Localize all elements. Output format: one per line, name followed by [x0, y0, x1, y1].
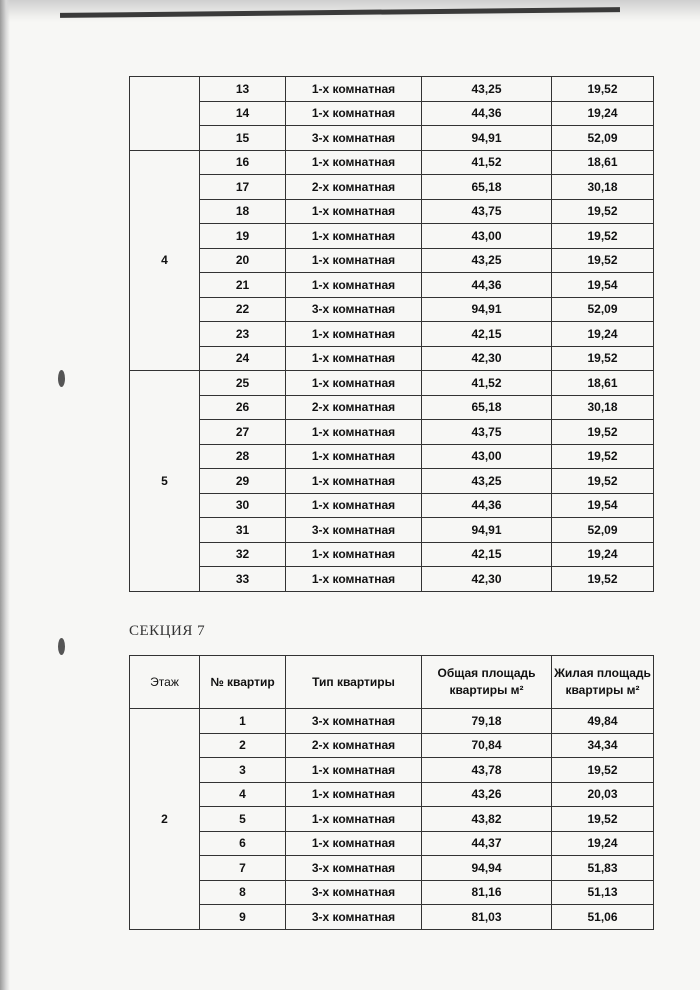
apartment-number-cell: 32	[200, 542, 286, 567]
table-row	[130, 248, 654, 273]
table-row	[130, 733, 654, 758]
total-area-cell: 42,30	[422, 346, 552, 371]
total-area-cell: 41,52	[422, 371, 552, 396]
apartment-type-cell: 3-х комнатная	[286, 709, 422, 734]
apartment-type-cell: 1-х комнатная	[286, 371, 422, 396]
header-floor: Этаж	[130, 656, 200, 709]
apartment-number-cell: 13	[200, 77, 286, 102]
table-row	[130, 831, 654, 856]
table-row	[130, 880, 654, 905]
apartment-type-cell: 3-х комнатная	[286, 905, 422, 930]
total-area-cell: 43,26	[422, 782, 552, 807]
apartment-number-cell: 25	[200, 371, 286, 396]
table-row	[130, 493, 654, 518]
header-living-area: Жилая площадь квартиры м²	[552, 656, 654, 709]
living-area-cell: 19,52	[552, 248, 654, 273]
table-row	[130, 322, 654, 347]
living-area-cell: 18,61	[552, 150, 654, 175]
total-area-cell: 42,15	[422, 542, 552, 567]
apartment-number-cell: 8	[200, 880, 286, 905]
header-apartment-number: № квартир	[200, 656, 286, 709]
punch-hole-mark	[58, 370, 65, 387]
total-area-cell: 43,75	[422, 199, 552, 224]
table-row	[130, 542, 654, 567]
living-area-cell: 19,52	[552, 469, 654, 494]
total-area-cell: 70,84	[422, 733, 552, 758]
apartment-type-cell: 1-х комнатная	[286, 567, 422, 592]
living-area-cell: 19,52	[552, 199, 654, 224]
apartment-type-cell: 1-х комнатная	[286, 322, 422, 347]
total-area-cell: 42,30	[422, 567, 552, 592]
table-row	[130, 444, 654, 469]
table-row	[130, 758, 654, 783]
apartment-number-cell: 16	[200, 150, 286, 175]
table-row	[130, 199, 654, 224]
apartment-number-cell: 21	[200, 273, 286, 298]
apartment-number-cell: 30	[200, 493, 286, 518]
living-area-cell: 49,84	[552, 709, 654, 734]
living-area-cell: 30,18	[552, 175, 654, 200]
apartment-type-cell: 1-х комнатная	[286, 542, 422, 567]
apartments-table-continued	[129, 76, 654, 592]
apartment-type-cell: 1-х комнатная	[286, 758, 422, 783]
living-area-cell: 51,13	[552, 880, 654, 905]
living-area-cell: 19,52	[552, 567, 654, 592]
living-area-cell: 20,03	[552, 782, 654, 807]
living-area-cell: 19,24	[552, 101, 654, 126]
apartment-number-cell: 18	[200, 199, 286, 224]
apartment-number-cell: 4	[200, 782, 286, 807]
apartment-type-cell: 1-х комнатная	[286, 150, 422, 175]
total-area-cell: 43,25	[422, 77, 552, 102]
table-row	[130, 371, 654, 396]
table-row	[130, 709, 654, 734]
apartment-number-cell: 23	[200, 322, 286, 347]
apartment-number-cell: 7	[200, 856, 286, 881]
table-row	[130, 273, 654, 298]
apartment-type-cell: 1-х комнатная	[286, 469, 422, 494]
apartment-number-cell: 2	[200, 733, 286, 758]
table-row	[130, 420, 654, 445]
section-title: СЕКЦИЯ 7	[129, 623, 206, 639]
floor-cell: 2	[130, 709, 200, 930]
apartment-type-cell: 1-х комнатная	[286, 248, 422, 273]
punch-hole-mark	[58, 638, 65, 655]
total-area-cell: 43,78	[422, 758, 552, 783]
apartment-number-cell: 1	[200, 709, 286, 734]
living-area-cell: 19,52	[552, 224, 654, 249]
total-area-cell: 65,18	[422, 175, 552, 200]
table-row	[130, 224, 654, 249]
total-area-cell: 81,03	[422, 905, 552, 930]
total-area-cell: 43,00	[422, 224, 552, 249]
apartment-number-cell: 22	[200, 297, 286, 322]
apartment-type-cell: 1-х комнатная	[286, 199, 422, 224]
apartment-type-cell: 1-х комнатная	[286, 444, 422, 469]
total-area-cell: 94,91	[422, 126, 552, 151]
apartment-type-cell: 1-х комнатная	[286, 273, 422, 298]
apartment-number-cell: 9	[200, 905, 286, 930]
apartment-type-cell: 1-х комнатная	[286, 807, 422, 832]
table-row	[130, 395, 654, 420]
living-area-cell: 19,24	[552, 542, 654, 567]
apartment-number-cell: 24	[200, 346, 286, 371]
living-area-cell: 52,09	[552, 518, 654, 543]
table-row	[130, 856, 654, 881]
apartment-type-cell: 2-х комнатная	[286, 175, 422, 200]
total-area-cell: 94,91	[422, 518, 552, 543]
total-area-cell: 79,18	[422, 709, 552, 734]
living-area-cell: 19,24	[552, 322, 654, 347]
total-area-cell: 44,37	[422, 831, 552, 856]
table-row	[130, 807, 654, 832]
living-area-cell: 19,54	[552, 493, 654, 518]
apartment-type-cell: 1-х комнатная	[286, 224, 422, 249]
apartment-number-cell: 3	[200, 758, 286, 783]
table-row	[130, 175, 654, 200]
table-row	[130, 518, 654, 543]
apartment-number-cell: 33	[200, 567, 286, 592]
total-area-cell: 65,18	[422, 395, 552, 420]
apartment-number-cell: 26	[200, 395, 286, 420]
living-area-cell: 51,06	[552, 905, 654, 930]
apartment-number-cell: 27	[200, 420, 286, 445]
total-area-cell: 43,25	[422, 469, 552, 494]
page-left-shadow	[0, 0, 10, 990]
total-area-cell: 94,94	[422, 856, 552, 881]
apartment-type-cell: 1-х комнатная	[286, 420, 422, 445]
apartment-number-cell: 5	[200, 807, 286, 832]
floor-cell	[130, 77, 200, 151]
living-area-cell: 19,52	[552, 346, 654, 371]
apartment-type-cell: 3-х комнатная	[286, 856, 422, 881]
table-row	[130, 150, 654, 175]
living-area-cell: 19,52	[552, 77, 654, 102]
total-area-cell: 81,16	[422, 880, 552, 905]
section-7-apartments-table	[129, 655, 654, 930]
table-row	[130, 346, 654, 371]
living-area-cell: 52,09	[552, 297, 654, 322]
table-row	[130, 126, 654, 151]
header-total-area: Общая площадь квартиры м²	[422, 656, 552, 709]
table-row	[130, 782, 654, 807]
total-area-cell: 42,15	[422, 322, 552, 347]
living-area-cell: 19,52	[552, 444, 654, 469]
table-row	[130, 905, 654, 930]
table-row	[130, 77, 654, 102]
total-area-cell: 44,36	[422, 101, 552, 126]
total-area-cell: 41,52	[422, 150, 552, 175]
apartment-number-cell: 20	[200, 248, 286, 273]
living-area-cell: 19,54	[552, 273, 654, 298]
total-area-cell: 94,91	[422, 297, 552, 322]
living-area-cell: 34,34	[552, 733, 654, 758]
apartment-number-cell: 14	[200, 101, 286, 126]
living-area-cell: 30,18	[552, 395, 654, 420]
table-row	[130, 567, 654, 592]
living-area-cell: 18,61	[552, 371, 654, 396]
apartment-type-cell: 1-х комнатная	[286, 831, 422, 856]
apartment-type-cell: 1-х комнатная	[286, 782, 422, 807]
apartment-type-cell: 2-х комнатная	[286, 733, 422, 758]
table-row	[130, 101, 654, 126]
total-area-cell: 43,82	[422, 807, 552, 832]
total-area-cell: 43,25	[422, 248, 552, 273]
living-area-cell: 19,52	[552, 807, 654, 832]
apartment-type-cell: 1-х комнатная	[286, 346, 422, 371]
living-area-cell: 19,24	[552, 831, 654, 856]
living-area-cell: 19,52	[552, 420, 654, 445]
living-area-cell: 52,09	[552, 126, 654, 151]
living-area-cell: 19,52	[552, 758, 654, 783]
apartment-number-cell: 19	[200, 224, 286, 249]
apartment-type-cell: 2-х комнатная	[286, 395, 422, 420]
apartment-type-cell: 3-х комнатная	[286, 126, 422, 151]
apartment-type-cell: 3-х комнатная	[286, 518, 422, 543]
living-area-cell: 51,83	[552, 856, 654, 881]
floor-cell: 4	[130, 150, 200, 371]
apartment-number-cell: 17	[200, 175, 286, 200]
apartment-type-cell: 1-х комнатная	[286, 101, 422, 126]
apartment-number-cell: 28	[200, 444, 286, 469]
apartment-type-cell: 3-х комнатная	[286, 297, 422, 322]
apartment-number-cell: 31	[200, 518, 286, 543]
total-area-cell: 44,36	[422, 493, 552, 518]
total-area-cell: 44,36	[422, 273, 552, 298]
floor-cell: 5	[130, 371, 200, 592]
apartment-type-cell: 1-х комнатная	[286, 493, 422, 518]
table-row	[130, 469, 654, 494]
apartment-type-cell: 3-х комнатная	[286, 880, 422, 905]
apartment-number-cell: 29	[200, 469, 286, 494]
apartment-number-cell: 15	[200, 126, 286, 151]
table-row	[130, 297, 654, 322]
total-area-cell: 43,75	[422, 420, 552, 445]
header-apartment-type: Тип квартиры	[286, 656, 422, 709]
apartment-type-cell: 1-х комнатная	[286, 77, 422, 102]
total-area-cell: 43,00	[422, 444, 552, 469]
apartment-number-cell: 6	[200, 831, 286, 856]
table-header-row	[130, 656, 654, 709]
